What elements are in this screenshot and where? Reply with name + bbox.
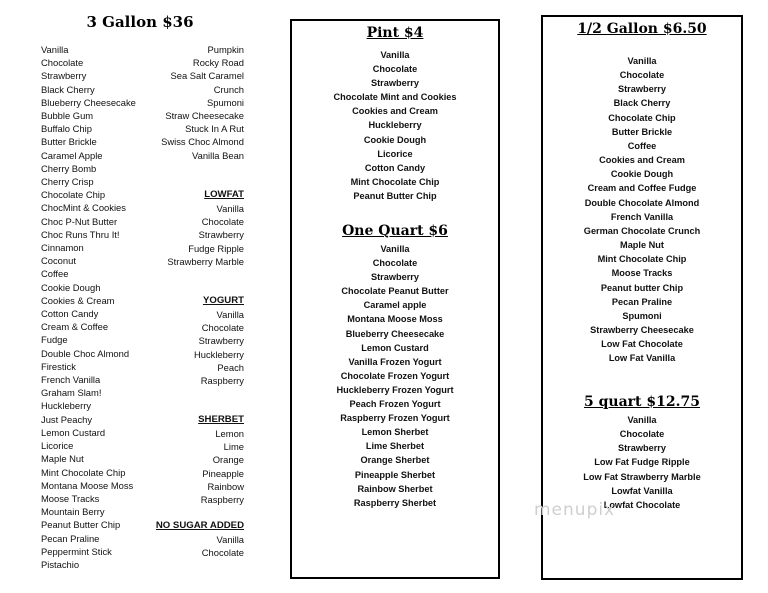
quart-item: Blueberry Cheesecake [345, 328, 445, 339]
lowfat-item: Strawberry [198, 229, 244, 241]
flavor-item: Cookie Dough [41, 281, 101, 293]
lowfat-item: Strawberry Marble [167, 255, 244, 267]
five-quart-item: Low Fat Fudge Ripple [594, 457, 690, 468]
no-sugar-item: Chocolate [201, 547, 244, 559]
quart-item: Chocolate Peanut Butter [341, 286, 449, 297]
quart-item: Caramel apple [363, 300, 427, 311]
half-gallon-item: Black Cherry [613, 98, 671, 109]
quart-item: Pineapple Sherbet [354, 469, 436, 480]
flavor-item: Moose Tracks [41, 492, 100, 504]
quart-item: Orange Sherbet [360, 455, 430, 466]
half-gallon-item: Cream and Coffee Fudge [587, 183, 697, 194]
quart-item: Montana Moose Moss [347, 314, 443, 325]
half-gallon-item: Chocolate [619, 70, 665, 81]
pint-item: Peanut Butter Chip [353, 190, 437, 201]
flavor-item: Vanilla Bean [192, 149, 244, 161]
flavor-item: Peppermint Stick [41, 545, 112, 557]
quart-item: Huckleberry Frozen Yogurt [336, 384, 454, 395]
flavor-item: Spumoni [206, 96, 244, 108]
flavor-item: Butter Brickle [41, 136, 97, 148]
quart-item: Chocolate [372, 258, 418, 269]
flavor-item: Double Choc Almond [41, 347, 130, 359]
sherbet-item: Lime [223, 441, 244, 453]
flavor-item: Blueberry Cheesecake [41, 96, 136, 108]
quart-list [292, 242, 498, 510]
yogurt-list [150, 308, 244, 387]
quart-item: Raspberry Sherbet [353, 497, 437, 508]
pint-item: Vanilla [380, 50, 410, 60]
pint-item: Huckleberry [368, 120, 422, 131]
half-gallon-item: Cookies and Cream [599, 155, 685, 166]
quart-item: Rainbow Sherbet [357, 483, 433, 494]
flavor-item: Chocolate Chip [41, 189, 106, 201]
yogurt-item: Vanilla [216, 309, 244, 320]
yogurt-item: Strawberry [198, 335, 244, 347]
quart-title: One Quart $6 [342, 223, 448, 239]
sherbet-item: Raspberry [200, 494, 244, 506]
five-quart-item: Lowfat Chocolate [603, 499, 681, 510]
flavor-item: Maple Nut [41, 453, 84, 465]
yogurt-item: Peach [217, 361, 244, 373]
half-gallon-item: Low Fat Vanilla [608, 353, 676, 364]
sherbet-item: Rainbow [207, 480, 244, 492]
sherbet-item: Pineapple [202, 467, 244, 479]
yogurt-item: Chocolate [201, 322, 244, 334]
five-quart-title: 5 quart $12.75 [584, 394, 700, 410]
half-gallon-item: Butter Brickle [611, 126, 673, 137]
five-quart-item: Vanilla [627, 415, 657, 425]
half-gallon-item: Peanut butter Chip [600, 282, 684, 293]
five-quart-item: Strawberry [617, 443, 666, 454]
five-quart-list [543, 413, 741, 512]
half-gallon-list [543, 54, 741, 365]
flavor-item: Pumpkin [207, 44, 244, 55]
lowfat-list [150, 202, 244, 268]
flavor-item: Caramel Apple [41, 149, 103, 161]
flavor-item: Cream & Coffee [41, 321, 109, 333]
flavor-item: Cookies & Cream [41, 294, 115, 306]
flavor-item: Cotton Candy [41, 308, 99, 320]
no-sugar-item: Vanilla [216, 534, 244, 545]
three-gallon-flavor-list-2 [150, 43, 244, 162]
half-gallon-item: German Chocolate Crunch [583, 225, 701, 236]
half-gallon-item: Pecan Praline [611, 296, 673, 307]
half-gallon-item: Low Fat Chocolate [601, 339, 683, 350]
flavor-item: Pistachio [41, 558, 80, 570]
flavor-item: Lemon Custard [41, 426, 106, 438]
pint-item: Cookie Dough [363, 134, 427, 145]
flavor-item: Montana Moose Moss [41, 479, 134, 491]
flavor-item: Coffee [41, 268, 69, 280]
five-quart-item: Low Fat Strawberry Marble [583, 471, 701, 482]
quart-item: Raspberry Frozen Yogurt [340, 413, 450, 424]
three-gallon-title: 3 Gallon $36 [86, 13, 194, 31]
flavor-item: Black Cherry [41, 83, 95, 95]
flavor-item: Choc Runs Thru It! [41, 228, 120, 240]
flavor-item: Swiss Choc Almond [161, 136, 244, 148]
flavor-item: Peanut Butter Chip [41, 519, 121, 531]
half-gallon-item: Vanilla [627, 56, 657, 66]
yogurt-item: Raspberry [200, 375, 244, 387]
quart-item: Strawberry [370, 272, 419, 283]
flavor-item: Stuck In A Rut [185, 123, 244, 135]
pint-item: Cookies and Cream [352, 106, 438, 117]
pint-item: Chocolate [372, 64, 418, 75]
half-gallon-item: Mint Chocolate Chip [597, 254, 687, 265]
flavor-item: Graham Slam! [41, 387, 102, 399]
pint-item: Licorice [377, 148, 413, 159]
pint-item: Cotton Candy [364, 162, 426, 173]
yogurt-item: Huckleberry [193, 348, 244, 360]
flavor-item: Coconut [41, 255, 76, 267]
lowfat-item: Vanilla [216, 203, 244, 214]
flavor-item: French Vanilla [41, 374, 101, 386]
flavor-item: Straw Cheesecake [165, 110, 244, 122]
flavor-item: Crunch [213, 83, 244, 95]
pint-item: Chocolate Mint and Cookies [333, 92, 457, 103]
sherbet-heading: SHERBET [198, 414, 244, 425]
flavor-item: Rocky Road [192, 57, 244, 69]
five-quart-item: Lowfat Vanilla [611, 485, 673, 496]
pint-item: Mint Chocolate Chip [350, 176, 440, 187]
half-gallon-title: 1/2 Gallon $6.50 [577, 21, 707, 37]
lowfat-heading: LOWFAT [204, 189, 244, 200]
flavor-item: ChocMint & Cookies [41, 202, 126, 214]
flavor-item: Choc P-Nut Butter [41, 215, 118, 227]
pint-item: Strawberry [370, 78, 419, 89]
quart-item: Vanilla [380, 244, 410, 254]
quart-item: Chocolate Frozen Yogurt [340, 370, 450, 381]
flavor-item: Strawberry [41, 70, 87, 82]
half-gallon-item: Spumoni [622, 310, 662, 321]
flavor-item: Cherry Crisp [41, 176, 94, 188]
flavor-item: Mint Chocolate Chip [41, 466, 126, 478]
half-gallon-item: Maple Nut [620, 240, 664, 251]
quart-item: Lemon Custard [361, 342, 429, 353]
pint-title: Pint $4 [366, 25, 424, 41]
quart-item: Vanilla Frozen Yogurt [348, 356, 442, 367]
sherbet-list [150, 427, 244, 506]
half-gallon-item: Double Chocolate Almond [584, 197, 700, 208]
lowfat-item: Chocolate [201, 216, 244, 228]
lowfat-item: Fudge Ripple [188, 242, 244, 254]
quart-item: Lime Sherbet [365, 441, 425, 452]
menupix-watermark: menupix [534, 500, 616, 520]
flavor-item: Cherry Bomb [41, 162, 97, 174]
flavor-item: Firestick [41, 360, 76, 372]
no-sugar-added-heading: NO SUGAR ADDED [155, 520, 244, 531]
flavor-item: Just Peachy [41, 413, 93, 425]
flavor-item: Fudge [41, 334, 68, 346]
flavor-item: Mountain Berry [41, 506, 105, 518]
half-gallon-item: French Vanilla [610, 211, 674, 222]
quart-item: Lemon Sherbet [361, 427, 429, 438]
flavor-item: Sea Salt Caramel [170, 70, 244, 82]
pint-list [292, 48, 498, 203]
half-gallon-item: Strawberry Cheesecake [590, 324, 694, 335]
flavor-item: Licorice [41, 440, 74, 452]
half-gallon-item: Chocolate Chip [608, 112, 676, 123]
flavor-item: Huckleberry [41, 400, 92, 412]
five-quart-item: Chocolate [619, 429, 665, 440]
sherbet-item: Lemon [215, 428, 244, 439]
flavor-item: Bubble Gum [41, 110, 94, 122]
yogurt-heading: YOGURT [202, 295, 244, 306]
flavor-item: Vanilla [41, 44, 69, 55]
flavor-item: Buffalo Chip [41, 123, 92, 135]
quart-item: Peach Frozen Yogurt [349, 399, 441, 410]
sherbet-item: Orange [212, 454, 244, 466]
flavor-item: Pecan Praline [41, 532, 100, 544]
flavor-item: Chocolate [41, 57, 84, 69]
flavor-item: Cinnamon [41, 242, 84, 254]
half-gallon-item: Coffee [627, 140, 657, 151]
half-gallon-item: Moose Tracks [611, 268, 673, 279]
half-gallon-item: Strawberry [617, 84, 666, 95]
no-sugar-added-list [150, 533, 244, 559]
half-gallon-item: Cookie Dough [610, 169, 674, 180]
